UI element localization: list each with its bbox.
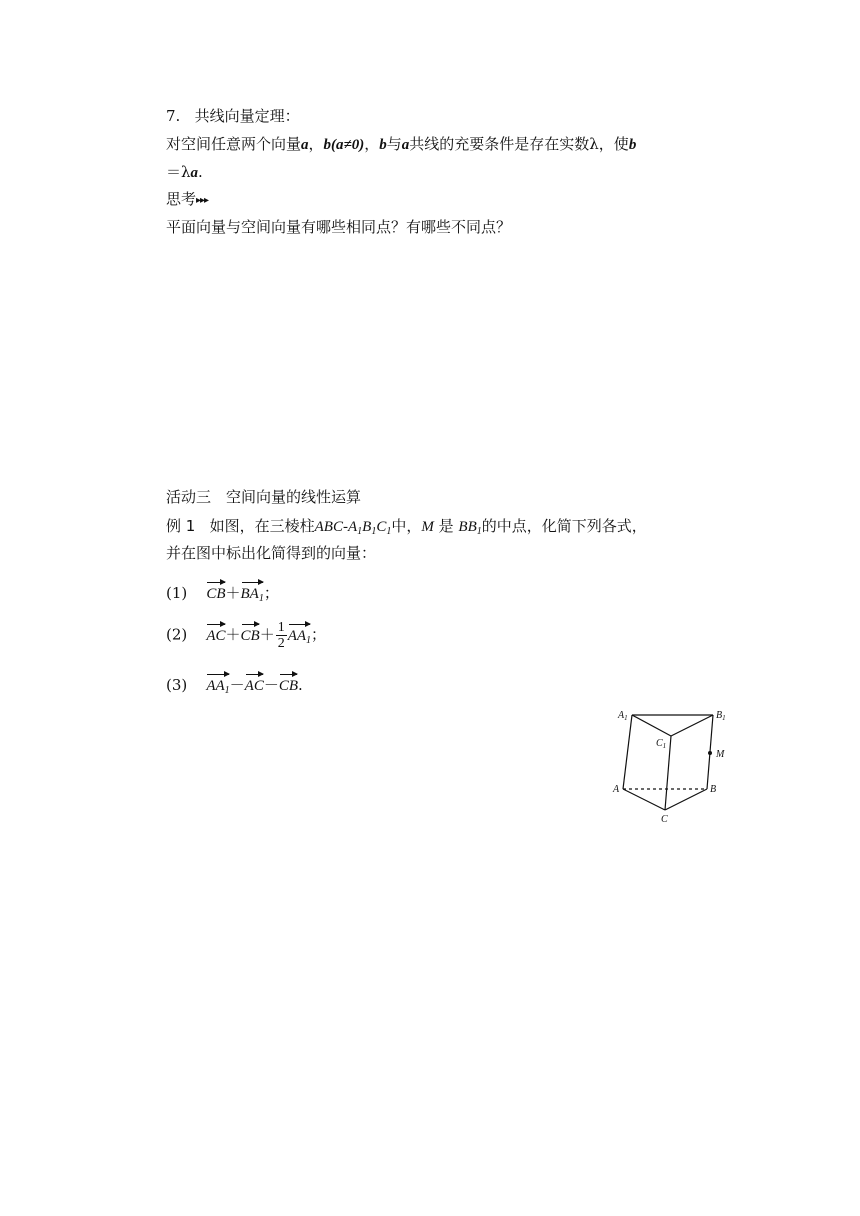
vector-cb: CB (279, 672, 298, 696)
text-fragment: ， (308, 135, 324, 153)
text-fragment: 的中点，化简下列各式， (481, 517, 647, 535)
punctuation: ； (311, 625, 327, 644)
label-b: B (710, 784, 717, 795)
math-fragment: BB (458, 519, 477, 535)
operator: ＋ (225, 584, 241, 602)
var-b: b (323, 137, 332, 153)
triple-arrow-icon: ▸▸▸ (196, 195, 209, 206)
vector-cb: CB (206, 580, 225, 604)
subscript: 1 (476, 526, 482, 537)
edge-a-c (623, 789, 665, 810)
item-number: (2) (166, 625, 188, 644)
section7-title: 共线向量定理： (194, 107, 300, 125)
item-number: (3) (166, 676, 188, 694)
label-a1: $A_1$ (618, 710, 628, 722)
label-c1: $C_1$ (656, 738, 667, 750)
vector-aa1 (288, 622, 311, 646)
section7-text-line2 (166, 162, 203, 183)
vector-cb: CB (241, 622, 260, 646)
edge-c1-b1 (671, 715, 713, 736)
vector-ac: AC (206, 622, 225, 646)
text-fragment: 共线的充要条件是存在实数λ，使 (409, 135, 629, 153)
label-m: M (716, 749, 725, 760)
var-b: b (379, 137, 387, 153)
math-fragment: B (362, 519, 372, 535)
operator: － (263, 676, 279, 694)
item-3 (166, 672, 303, 696)
vector-name: BA (240, 586, 259, 602)
vector-ba1 (241, 580, 264, 604)
subscript: 1 (224, 685, 230, 696)
var-a: a (301, 137, 309, 153)
think-question: 平面向量与空间向量有哪些相同点？有哪些不同点？ (166, 218, 512, 236)
text-fragment: ) (359, 137, 365, 153)
label-a: A (613, 784, 620, 795)
math-fragment: C (376, 519, 387, 535)
vector-name: AA (206, 678, 225, 694)
text-fragment: ， (364, 135, 380, 153)
item-1 (166, 580, 279, 604)
fraction-numerator: 1 (277, 620, 285, 635)
activity3-title: 活动三 空间向量的线性运算 (166, 488, 362, 506)
subscript: 1 (386, 526, 392, 537)
section7-heading (166, 106, 300, 126)
var-a: a (401, 137, 410, 153)
prism-figure (608, 700, 768, 830)
edge-a1-c1 (632, 715, 671, 736)
subscript: 1 (258, 593, 264, 604)
punctuation: ； (263, 584, 279, 602)
example1-line2: 并在图中标出化简得到的向量： (166, 544, 377, 562)
fraction-denominator: 2 (277, 636, 285, 651)
operator: ＋ (225, 625, 241, 644)
punctuation: . (298, 676, 303, 694)
think-label-line (166, 189, 208, 211)
label-c: C (661, 814, 668, 825)
math-fragment: M (421, 519, 434, 535)
section7-text-line1 (166, 134, 636, 155)
edge-a1-a (623, 715, 632, 789)
text-fragment: ＝λ (166, 163, 191, 181)
math-fragment: ABC-A (314, 519, 358, 535)
text-fragment: . (198, 163, 203, 181)
fraction-half (276, 620, 287, 651)
subscript: 1 (371, 526, 377, 537)
var-a: a (190, 165, 199, 181)
item-2 (166, 620, 326, 651)
text-fragment: 如图，在三棱柱 (209, 517, 315, 535)
operator: － (229, 676, 245, 694)
edge-c-b (665, 789, 707, 810)
item-number: (1) (166, 584, 188, 602)
point-m (708, 751, 712, 755)
condition: a≠0 (336, 137, 360, 153)
think-label: 思考 (166, 190, 197, 208)
example1-label: 例 1 (166, 517, 196, 535)
vector-ac: AC (245, 672, 264, 696)
operator: ＋ (259, 625, 275, 644)
example1-line1 (166, 516, 647, 537)
text-fragment: 与 (386, 135, 402, 153)
subscript: 1 (357, 526, 363, 537)
text-fragment: ( (331, 137, 337, 153)
text-fragment: 对空间任意两个向量 (166, 135, 302, 153)
vector-aa1 (206, 672, 229, 696)
label-b1: $B_1$ (716, 710, 726, 722)
section7-number: 7. (166, 107, 181, 125)
text-fragment: 是 (438, 517, 454, 535)
text-fragment: 中， (391, 517, 422, 535)
var-b: b (628, 137, 637, 153)
subscript: 1 (306, 634, 312, 646)
vector-name: AA (287, 627, 307, 644)
